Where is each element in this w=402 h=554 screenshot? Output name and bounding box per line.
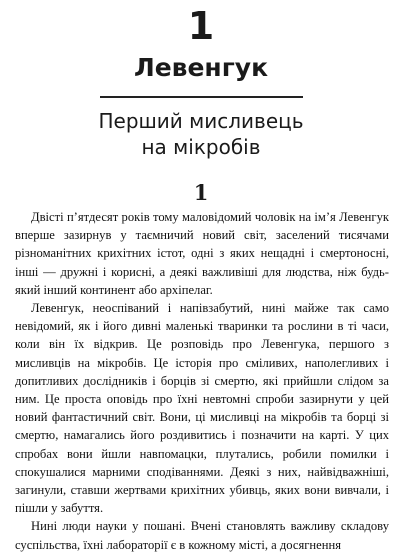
subtitle-line-2: на мікробів bbox=[141, 135, 261, 159]
chapter-title: Левенгук bbox=[133, 53, 269, 82]
paragraph: Нині люди науки у пошані. Вчені становлять важливу складову суспільства, їхні лабораторії є в кожному місті, а досягнення bbox=[15, 519, 389, 552]
title-divider bbox=[100, 96, 303, 98]
chapter-number: 1 bbox=[187, 4, 215, 48]
paragraph: Двісті п’ятдесят років тому маловідомий чоловік на ім’я Левенгук вперше зазирнув у таємничий новий світ, заселений тисячами різноманітних крихітних істот, одні з яких нещадні і смертоносні, інші — дружні і корисні, а деякі важливіші для людства, ніж будь-який інший континент або архіпелаг. bbox=[15, 210, 389, 297]
section-number: 1 bbox=[193, 180, 209, 205]
subtitle-line-1: Перший мисливець bbox=[98, 109, 304, 133]
body-text bbox=[15, 208, 389, 554]
chapter-subtitle bbox=[0, 108, 402, 160]
paragraph: Левенгук, неоспіваний і напівзабутий, нині майже так само невідомий, як і його дивні маленькі тваринки та рослини в ті часи, коли він їх відкрив. Це розповідь про Левенгука, першого з мисливців на мікробів. Це історія про сміливих, наполегливих і допитливих дослідників і борців зі смертю, які прийшли слідом за ним. Це проста оповідь про їхні невтомні спроби зазирнути у цей новий фантастичний світ. Вони, ці мисливці на мікробів та борці зі смертю, намагались його роздивитись і позначити на карті. У цих спробах вони йшли навпомацки, плутались, робили помилки і спокушалися марними сподіваннями. Деякі з них, найвідважніші, загинули, ставши жертвами крихітних убивць, яких вони вивчали, і пішли у забуття. bbox=[15, 301, 389, 516]
